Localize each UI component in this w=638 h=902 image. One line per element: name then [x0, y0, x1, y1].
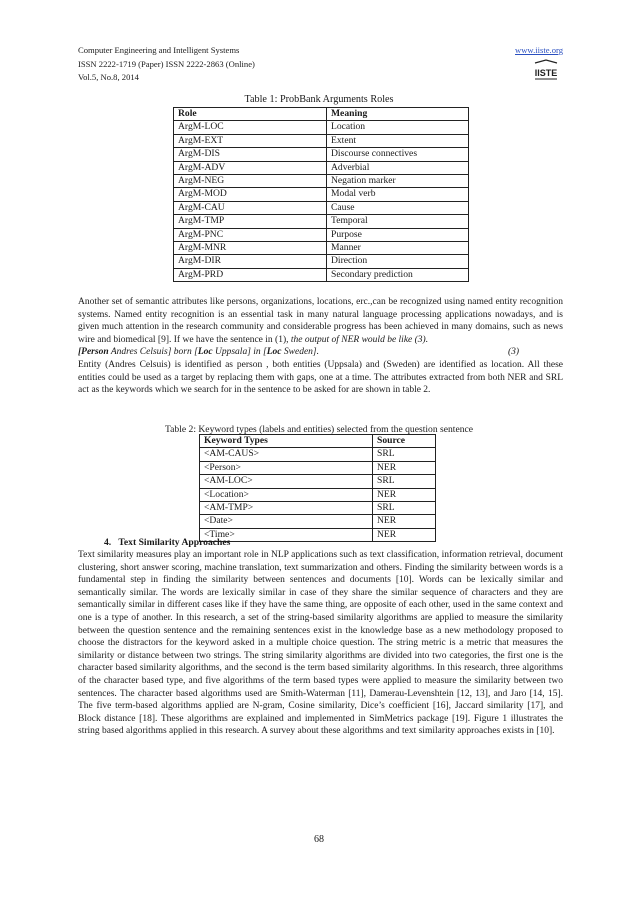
- table-cell: Discourse connectives: [327, 148, 469, 161]
- table-cell: ArgM-PRD: [174, 268, 327, 281]
- table-cell: <AM-CAUS>: [200, 448, 373, 461]
- table2-caption: Table 2: Keyword types (labels and entities) selected from the question sentence: [164, 424, 474, 435]
- section-title: Text Similarity Approaches: [118, 537, 231, 548]
- table-cell: SRL: [373, 475, 436, 488]
- table-cell: ArgM-EXT: [174, 134, 327, 147]
- paragraph-ner: [78, 296, 563, 397]
- table-row: [174, 161, 469, 174]
- table-cell: ArgM-PNC: [174, 228, 327, 241]
- column-header: Meaning: [327, 108, 469, 121]
- table-cell: NER: [373, 528, 436, 541]
- table-cell: ArgM-ADV: [174, 161, 327, 174]
- paragraph-italic-text: the output of NER would be like (3).: [290, 334, 429, 345]
- paragraph-text: Entity (Andres Celsuis) is identified as person , both entities (Uppsala) and (Sweden) are identified as location. All these entities could be used as a target by replacing them with gaps, one at a time. The attributes extracted from both NER and SRL act as the keywords which we search for in the sentence to be asked for are shown in table 2.: [78, 359, 563, 396]
- table-cell: ArgM-MOD: [174, 188, 327, 201]
- example-tag: Loc: [197, 347, 213, 358]
- table-row: [200, 502, 436, 515]
- column-header: Source: [373, 435, 436, 448]
- table-row: [200, 475, 436, 488]
- table-cell: Manner: [327, 242, 469, 255]
- example-text: Sweden].: [281, 347, 319, 358]
- table-row: [174, 175, 469, 188]
- example-tag: [Person: [78, 347, 109, 358]
- table-row: [174, 268, 469, 281]
- ner-example: [78, 346, 563, 359]
- section-number: 4.: [104, 537, 112, 548]
- table1-caption: Table 1: ProbBank Arguments Roles: [244, 94, 394, 105]
- table-cell: ArgM-DIS: [174, 148, 327, 161]
- table-cell: ArgM-LOC: [174, 121, 327, 134]
- volume-line: Vol.5, No.8, 2014: [78, 72, 139, 82]
- table-cell: NER: [373, 461, 436, 474]
- table-row: [174, 255, 469, 268]
- section-heading: [104, 537, 230, 548]
- table-cell: <AM-TMP>: [200, 502, 373, 515]
- table-row: [174, 242, 469, 255]
- table-cell: Purpose: [327, 228, 469, 241]
- table1-roles: [173, 107, 469, 282]
- journal-name: Computer Engineering and Intelligent Systems: [78, 45, 240, 55]
- example-tag: Loc: [266, 347, 282, 358]
- table-cell: <Time>: [200, 528, 373, 541]
- table-row: [174, 228, 469, 241]
- svg-text:IISTE: IISTE: [534, 68, 558, 78]
- table-row: [200, 515, 436, 528]
- table-cell: SRL: [373, 502, 436, 515]
- table-cell: <Person>: [200, 461, 373, 474]
- table-cell: Adverbial: [327, 161, 469, 174]
- table-cell: Secondary prediction: [327, 268, 469, 281]
- table-header-row: [174, 108, 469, 121]
- table-row: [200, 528, 436, 541]
- table-cell: ArgM-TMP: [174, 215, 327, 228]
- table-cell: Negation marker: [327, 175, 469, 188]
- table-cell: SRL: [373, 448, 436, 461]
- table-cell: NER: [373, 515, 436, 528]
- example-text: Uppsala] in [: [212, 347, 267, 358]
- table-cell: NER: [373, 488, 436, 501]
- table-cell: Temporal: [327, 215, 469, 228]
- table-row: [174, 134, 469, 147]
- table-cell: ArgM-DIR: [174, 255, 327, 268]
- table-cell: ArgM-CAU: [174, 201, 327, 214]
- column-header: Keyword Types: [200, 435, 373, 448]
- paragraph-text: Another set of semantic attributes like persons, organizations, locations, erc.,can be recognized using named entity recognition systems. Named entity recognition is an essential task in many natural language processing applications nowadays, and is given much attention in the research community and considerable progress has been achieved in many domains, such as news wire and biomedical [9]. If we have the sentence in (1),: [78, 297, 563, 345]
- column-header: Role: [174, 108, 327, 121]
- table-row: [174, 188, 469, 201]
- journal-url-link[interactable]: www.iiste.org: [515, 45, 563, 55]
- table-cell: ArgM-NEG: [174, 175, 327, 188]
- table2-keywords: [199, 434, 436, 542]
- table-row: [174, 201, 469, 214]
- table-row: [200, 488, 436, 501]
- iiste-logo: [533, 59, 559, 81]
- table-cell: Location: [327, 121, 469, 134]
- table-row: [200, 448, 436, 461]
- table-row: [174, 215, 469, 228]
- table-cell: ArgM-MNR: [174, 242, 327, 255]
- table-header-row: [200, 435, 436, 448]
- example-text: Andres Celsuis] born [: [108, 347, 198, 358]
- example-number: (3): [508, 347, 520, 358]
- table-cell: Extent: [327, 134, 469, 147]
- table-cell: Cause: [327, 201, 469, 214]
- table-cell: Direction: [327, 255, 469, 268]
- page-number: 68: [314, 834, 324, 845]
- table-row: [200, 461, 436, 474]
- paragraph-text-similarity: Text similarity measures play an important role in NLP applications such as text classification, information retrieval, document clustering, short answer scoring, machine translation, text summarization and others. Finding the similarity between words is a fundamental step in finding the similarity between sentences and documents [10]. Words can be lexically similar and semantically similar. The words are lexically similar in case of they share the similar sequence of characters and they are semantically similar in different cases like if they have the same thing, are opposite of each other, used in the same context and one is a type of another. In this research, a set of the string-based similarity algorithms are applied to measure the similarity between the question sentence and the remaining sentences exist in the knowledge base as a new methodology proposed to choose the distractors for the keyword asked in a multiple choice question. The string metric is a metric that measures the similarity or distance between two strings. The string similarity algorithms are divided into two categories, the first one is the character based similarity algorithms, and the second is the term based similarity algorithms. In this research, three algorithms of the character based type, and five algorithms of the term based types were applied to measure the similarity between two sentences. The character based algorithms used are Smith-Waterman [11], Damerau-Levenshtein [12, 13], and Jaro [14, 15]. The five term-based algorithms applied are N-gram, Cosine similarity, Dice’s coefficient [16], Jaccard similarity [17], and Block distance [18]. These algorithms are explained and implemented in SimMetrics package [19]. Figure 1 illustrates the string based algorithms applied in this research. A survey about these algorithms and text similarity approaches exists in [10].: [78, 550, 563, 737]
- page-header: [78, 44, 563, 85]
- table-cell: <AM-LOC>: [200, 475, 373, 488]
- table-cell: <Location>: [200, 488, 373, 501]
- table-row: [174, 148, 469, 161]
- table-cell: Modal verb: [327, 188, 469, 201]
- table-row: [174, 121, 469, 134]
- issn-line: ISSN 2222-1719 (Paper) ISSN 2222-2863 (Online): [78, 58, 255, 69]
- table-cell: <Date>: [200, 515, 373, 528]
